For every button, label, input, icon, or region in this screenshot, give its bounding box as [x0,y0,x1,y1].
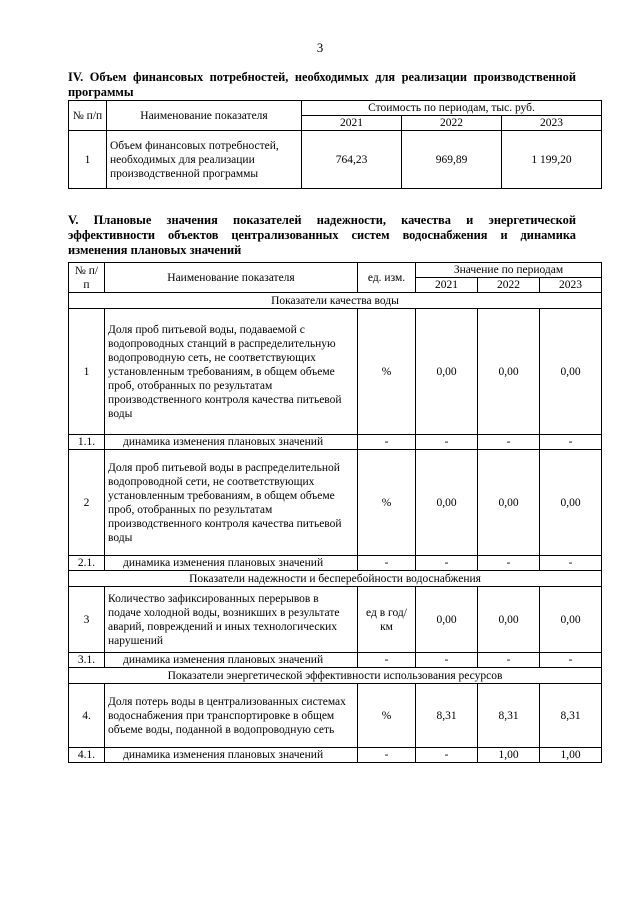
col-header-no: № п/п [69,101,107,131]
table-row [69,309,602,435]
row-value: - [416,435,478,450]
year-header: 2022 [478,278,540,293]
table-row [69,684,602,748]
table-row [69,748,602,763]
row-value: 0,00 [540,450,602,556]
row-value: 8,31 [416,684,478,748]
row-value: - [540,556,602,571]
row-number: 2.1. [69,556,105,571]
section-4-heading: IV. Объем финансовых потребностей, необходимых для реализации производственной программы [68,70,576,99]
row-unit: - [358,653,416,668]
row-name: динамика изменения плановых значений [105,435,358,450]
row-name: динамика изменения плановых значений [105,556,358,571]
row-value: 0,00 [416,450,478,556]
row-unit: % [358,309,416,435]
section-header-row [69,293,602,309]
section-title: Показатели качества воды [69,293,602,309]
row-value: - [478,435,540,450]
year-header: 2023 [502,116,602,131]
row-value: 1 199,20 [502,131,602,189]
row-value: 0,00 [540,309,602,435]
row-unit: ед в год/ км [358,587,416,653]
table-row [69,653,602,668]
row-value: 0,00 [478,587,540,653]
col-header-unit: ед. изм. [358,263,416,293]
row-value: 0,00 [416,587,478,653]
row-value: - [540,653,602,668]
row-value: 969,89 [402,131,502,189]
row-number: 1.1. [69,435,105,450]
financial-needs-table [68,100,602,189]
row-number: 1 [69,309,105,435]
table-row [69,450,602,556]
row-unit: - [358,435,416,450]
row-unit: - [358,748,416,763]
row-name: динамика изменения плановых значений [105,653,358,668]
table-row [69,556,602,571]
row-number: 3 [69,587,105,653]
row-number: 4.1. [69,748,105,763]
section-5-heading: V. Плановые значения показателей надежности, качества и энергетической эффективности объектов централизованных систем водоснабжения и динамика изменения плановых значений [68,213,576,257]
row-value: 0,00 [478,450,540,556]
section-header-row [69,571,602,587]
table-row [69,131,602,189]
row-value: - [416,748,478,763]
section-header-row [69,668,602,684]
col-header-name: Наименование показателя [107,101,302,131]
row-value: 0,00 [416,309,478,435]
col-header-cost: Стоимость по периодам, тыс. руб. [302,101,602,116]
row-number: 2 [69,450,105,556]
row-value: 0,00 [540,587,602,653]
row-name: Доля проб питьевой воды в распределительной водопроводной сети, не соответствующих установленным требованиям, в общем объеме проб, отобранных по результатам производственного контроля качества питьевой воды [105,450,358,556]
row-value: - [416,556,478,571]
row-value: - [416,653,478,668]
row-name: Объем финансовых потребностей, необходимых для реализации производственной программы [107,131,302,189]
row-number: 3.1. [69,653,105,668]
row-value: 8,31 [478,684,540,748]
year-header: 2021 [302,116,402,131]
table-row [69,435,602,450]
col-header-values: Значение по периодам [416,263,602,278]
table-row [69,587,602,653]
row-value: 764,23 [302,131,402,189]
row-value: 8,31 [540,684,602,748]
row-name: динамика изменения плановых значений [105,748,358,763]
row-value: - [540,435,602,450]
row-value: - [478,556,540,571]
row-number: 4. [69,684,105,748]
year-header: 2023 [540,278,602,293]
year-header: 2021 [416,278,478,293]
row-name: Доля проб питьевой воды, подаваемой с водопроводных станций в распределительную водопроводную сеть, не соответствующих установленным требованиям, в общем объеме проб, отобранных по результатам производственного контроля качества питьевой воды [105,309,358,435]
row-number: 1 [69,131,107,189]
indicators-table [68,262,602,763]
row-value: 1,00 [478,748,540,763]
row-unit: % [358,684,416,748]
row-name: Количество зафиксированных перерывов в подаче холодной воды, возникших в результате аварий, повреждений и иных технологических нарушений [105,587,358,653]
section-title: Показатели энергетической эффективности использования ресурсов [69,668,602,684]
row-unit: % [358,450,416,556]
row-unit: - [358,556,416,571]
col-header-no: № п/п [69,263,105,293]
row-value: 1,00 [540,748,602,763]
section-title: Показатели надежности и бесперебойности водоснабжения [69,571,602,587]
row-value: 0,00 [478,309,540,435]
row-value: - [478,653,540,668]
page-number: 3 [316,40,324,55]
row-name: Доля потерь воды в централизованных системах водоснабжения при транспортировке в общем объеме воды, поданной в водопроводную сеть [105,684,358,748]
col-header-name: Наименование показателя [105,263,358,293]
year-header: 2022 [402,116,502,131]
